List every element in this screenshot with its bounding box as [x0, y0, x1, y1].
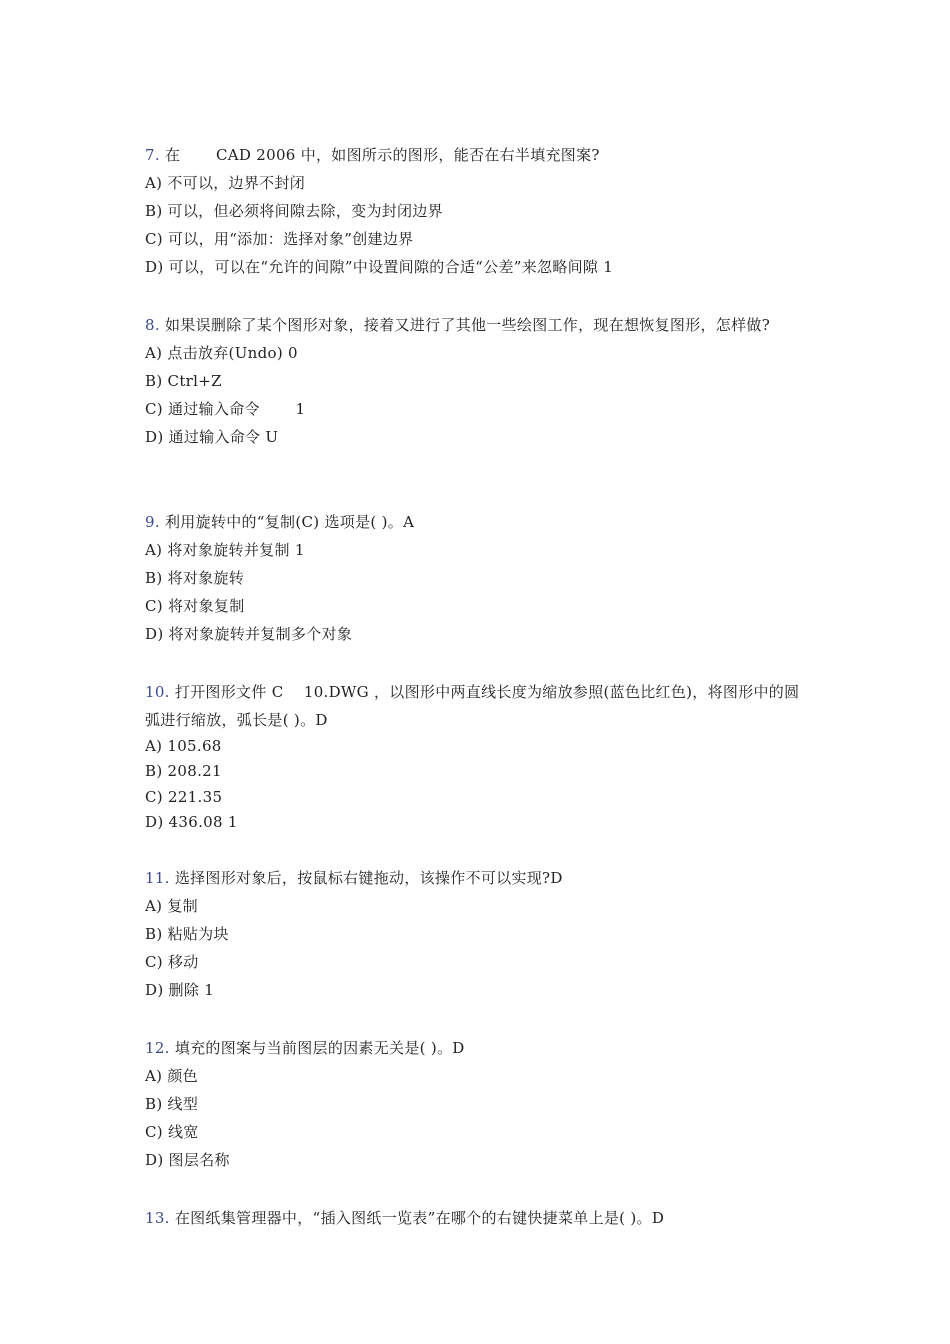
option-c: C) 将对象复制: [145, 597, 245, 615]
question-number: 8.: [145, 316, 160, 334]
option-b: B) 可以，但必须将间隙去除，变为封闭边界: [145, 202, 443, 220]
option-d: D) 通过输入命令 U: [145, 428, 279, 446]
question-text: 在图纸集管理器中，“插入图纸一览表”在哪个的右键快捷菜单上是( )。D: [169, 1209, 665, 1227]
question-number: 10.: [145, 683, 170, 701]
question-10: [145, 678, 810, 835]
option-a: A) 复制: [145, 897, 198, 915]
question-8: [145, 311, 810, 451]
question-text: 填充的图案与当前图层的因素无关是( )。D: [169, 1039, 465, 1057]
question-number: 9.: [145, 513, 160, 531]
option-b: B) Ctrl+Z: [145, 372, 222, 390]
option-c: C) 通过输入命令 1: [145, 400, 306, 418]
question-number: 11.: [145, 869, 170, 887]
option-b: B) 线型: [145, 1095, 199, 1113]
question-9: [145, 508, 810, 648]
question-number: 13.: [145, 1209, 170, 1227]
question-stem: [145, 311, 810, 339]
question-stem: [145, 141, 810, 169]
question-stem: [145, 678, 810, 734]
option-a: A) 点击放弃(Undo) 0: [145, 344, 298, 362]
question-stem: [145, 1204, 810, 1232]
option-c: C) 移动: [145, 953, 199, 971]
question-number: 12.: [145, 1039, 170, 1057]
option-d: D) 将对象旋转并复制多个对象: [145, 625, 353, 643]
question-7: [145, 141, 810, 281]
question-stem: [145, 1034, 810, 1062]
option-c: C) 线宽: [145, 1123, 199, 1141]
option-b: B) 粘贴为块: [145, 925, 229, 943]
question-text: 打开图形文件 C 10.DWG ，以图形中两直线长度为缩放参照(蓝色比红色)，将图形中的圆弧进行缩放，弧长是( )。D: [145, 683, 800, 729]
question-text: 在 CAD 2006 中，如图所示的图形，能否在右半填充图案?: [159, 146, 600, 164]
question-number: 7.: [145, 146, 160, 164]
option-a: A) 105.68: [145, 737, 222, 755]
question-12: [145, 1034, 810, 1174]
question-stem: [145, 864, 810, 892]
option-c: C) 221.35: [145, 787, 223, 806]
option-a: A) 颜色: [145, 1067, 198, 1085]
option-d: D) 图层名称: [145, 1151, 230, 1169]
option-a: A) 将对象旋转并复制 1: [145, 541, 305, 559]
option-d: D) 删除 1: [145, 981, 215, 999]
question-text: 如果误删除了某个图形对象，接着又进行了其他一些绘图工作，现在想恢复图形，怎样做?: [159, 316, 771, 334]
option-c: C) 可以，用“添加：选择对象”创建边界: [145, 230, 414, 248]
question-11: [145, 864, 810, 1004]
question-text: 选择图形对象后，按鼠标右键拖动，该操作不可以实现?D: [169, 869, 563, 887]
option-d: D) 可以，可以在“允许的间隙”中设置间隙的合适“公差”来忽略间隙 1: [145, 258, 614, 276]
option-d: D) 436.08 1: [145, 812, 238, 831]
question-text: 利用旋转中的“复制(C) 选项是( )。A: [159, 513, 415, 531]
question-stem: [145, 508, 810, 536]
question-13: [145, 1204, 810, 1232]
option-b: B) 208.21: [145, 762, 222, 781]
option-a: A) 不可以，边界不封闭: [145, 174, 306, 192]
option-b: B) 将对象旋转: [145, 569, 245, 587]
